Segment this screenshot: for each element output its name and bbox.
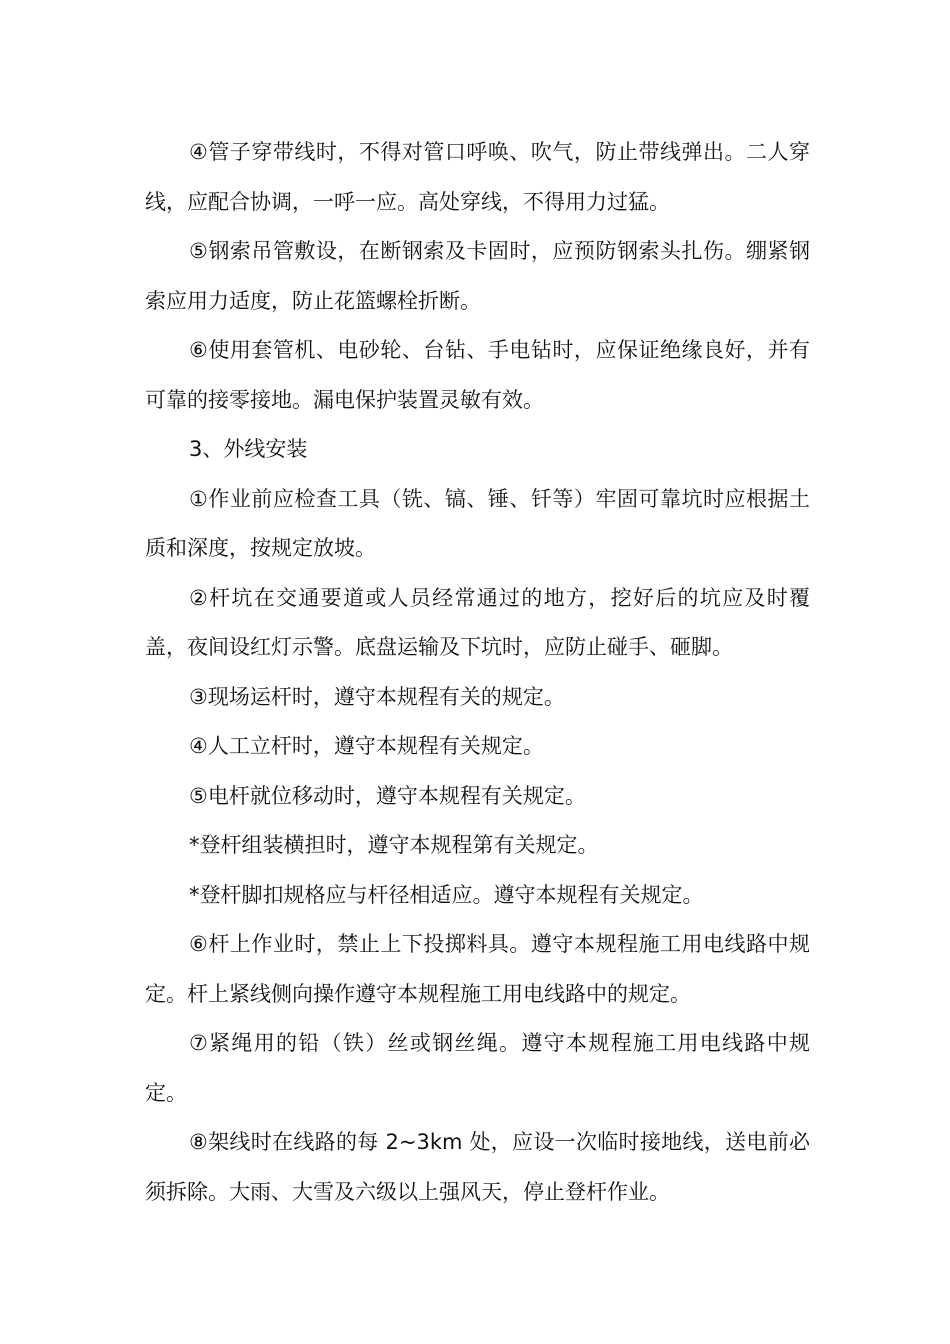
paragraph-steel-cable-conduit: ⑤钢索吊管敷设，在断钢索及卡固时，应预防钢索头扎伤。绷紧钢索应用力适度，防止花篮螺栓折断。	[145, 239, 810, 313]
paragraph-pole-transport: ③现场运杆时，遵守本规程有关的规定。	[189, 684, 565, 709]
paragraph-pipe-threading: ④管子穿带线时，不得对管口呼唤、吹气，防止带线弹出。二人穿线，应配合协调，一呼一应。高处穿线，不得用力过猛。	[145, 140, 810, 214]
paragraph-temporary-grounding: ⑧架线时在线路的每 2~3km 处，应设一次临时接地线，送电前必须拆除。大雨、大雪及六级以上强风天，停止登杆作业。	[145, 1130, 810, 1204]
paragraph-pole-positioning: ⑤电杆就位移动时，遵守本规程有关规定。	[189, 783, 586, 808]
paragraph-tensioning-wire: ⑦紧绳用的铅（铁）丝或钢丝绳。遵守本规程施工用电线路中规定。	[145, 1031, 810, 1105]
paragraph-tool-inspection: ①作业前应检查工具（铣、镐、锤、钎等）牢固可靠坑时应根据土质和深度，按规定放坡。	[145, 486, 810, 560]
section-heading-external-line-installation: 3、外线安装	[189, 437, 308, 461]
paragraph-manual-pole-erection: ④人工立杆时，遵守本规程有关规定。	[189, 734, 544, 758]
paragraph-crossarm-assembly: *登杆组装横担时，遵守本规程第有关规定。	[189, 833, 599, 857]
document-body	[145, 128, 810, 1217]
paragraph-power-tools: ⑥使用套管机、电砂轮、台钻、手电钻时，应保证绝缘良好，并有可靠的接零接地。漏电保护装置灵敏有效。	[145, 338, 810, 412]
paragraph-pole-pit: ②杆坑在交通要道或人员经常通过的地方，挖好后的坑应及时覆盖，夜间设红灯示警。底盘运输及下坑时，应防止碰手、砸脚。	[145, 585, 810, 659]
paragraph-climbing-spurs: *登杆脚扣规格应与杆径相适应。遵守本规程有关规定。	[189, 882, 704, 907]
paragraph-work-on-pole: ⑥杆上作业时，禁止上下投掷料具。遵守本规程施工用电线路中规定。杆上紧线侧向操作遵守本规程施工用电线路中的规定。	[145, 932, 810, 1006]
